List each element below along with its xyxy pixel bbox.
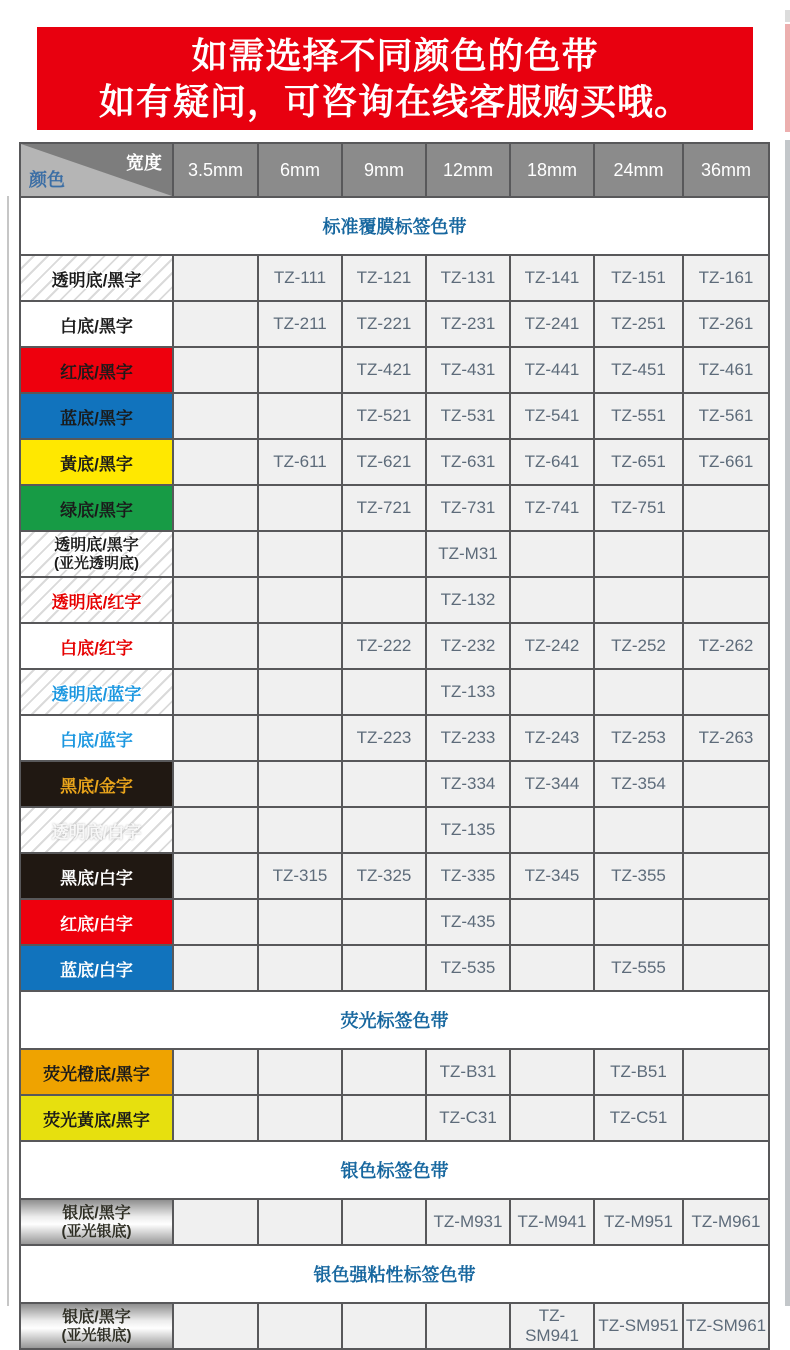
color-label-cell bbox=[20, 577, 173, 623]
section-row bbox=[20, 197, 769, 255]
tape-catalog-table bbox=[19, 142, 770, 1350]
tape-code-cell: TZ-721 bbox=[342, 485, 426, 531]
tape-code-cell: TZ-731 bbox=[426, 485, 510, 531]
tape-code-cell bbox=[683, 485, 769, 531]
tape-code-cell: TZ-132 bbox=[426, 577, 510, 623]
tape-code-cell bbox=[258, 623, 342, 669]
color-label-cell bbox=[20, 715, 173, 761]
tape-code-cell bbox=[683, 531, 769, 577]
color-label-cell bbox=[20, 761, 173, 807]
color-label-cell bbox=[20, 485, 173, 531]
left-edge-artifact bbox=[7, 196, 9, 1306]
tape-row bbox=[20, 1303, 769, 1349]
color-label-text: 透明底/蓝字 bbox=[51, 684, 142, 704]
width-column-header: 9mm bbox=[342, 143, 426, 197]
tape-code-cell bbox=[342, 761, 426, 807]
tape-code-cell bbox=[510, 1095, 594, 1141]
tape-code-cell: TZ-233 bbox=[426, 715, 510, 761]
tape-code-cell: TZ-M961 bbox=[683, 1199, 769, 1245]
tape-code-cell bbox=[173, 853, 258, 899]
color-label-subtext: (亚光银底) bbox=[61, 1326, 132, 1344]
tape-code-cell bbox=[258, 393, 342, 439]
tape-row bbox=[20, 531, 769, 577]
tape-code-cell: TZ-531 bbox=[426, 393, 510, 439]
tape-code-cell bbox=[258, 347, 342, 393]
tape-code-cell: TZ-631 bbox=[426, 439, 510, 485]
tape-code-cell bbox=[342, 945, 426, 991]
color-label-text: 白底/黑字 bbox=[60, 316, 133, 336]
tape-code-cell: TZ-M941 bbox=[510, 1199, 594, 1245]
tape-code-cell: TZ-461 bbox=[683, 347, 769, 393]
tape-code-cell: TZ-335 bbox=[426, 853, 510, 899]
promo-banner bbox=[37, 27, 753, 130]
tape-code-cell: TZ-421 bbox=[342, 347, 426, 393]
color-label-cell bbox=[20, 255, 173, 301]
right-edge-sliver-gray-top bbox=[785, 10, 790, 22]
tape-code-cell: TZ-262 bbox=[683, 623, 769, 669]
tape-code-cell bbox=[173, 393, 258, 439]
tape-code-cell bbox=[683, 1095, 769, 1141]
right-edge-sliver-red bbox=[785, 24, 790, 132]
color-label-text: 红底/白字 bbox=[60, 914, 133, 934]
tape-code-cell: TZ-M951 bbox=[594, 1199, 683, 1245]
tape-code-cell: TZ-611 bbox=[258, 439, 342, 485]
tape-code-cell bbox=[683, 853, 769, 899]
width-header-row bbox=[20, 143, 769, 197]
tape-code-cell bbox=[342, 807, 426, 853]
tape-code-cell bbox=[342, 577, 426, 623]
tape-row bbox=[20, 623, 769, 669]
color-label-text: 荧光黃底/黑字 bbox=[43, 1110, 150, 1130]
color-label-text: 绿底/黑字 bbox=[60, 500, 133, 520]
tape-row bbox=[20, 393, 769, 439]
tape-code-cell bbox=[342, 669, 426, 715]
tape-code-cell: TZ-133 bbox=[426, 669, 510, 715]
corner-cell bbox=[20, 143, 173, 197]
tape-code-cell bbox=[173, 669, 258, 715]
tape-code-cell bbox=[342, 1049, 426, 1095]
tape-code-cell: TZ-661 bbox=[683, 439, 769, 485]
tape-code-cell bbox=[342, 1303, 426, 1349]
tape-code-cell: TZ-541 bbox=[510, 393, 594, 439]
right-edge-sliver bbox=[785, 0, 790, 1306]
section-row bbox=[20, 1141, 769, 1199]
color-label-cell bbox=[20, 1303, 173, 1349]
tape-code-cell: TZ-243 bbox=[510, 715, 594, 761]
tape-row bbox=[20, 899, 769, 945]
color-label-text: 白底/红字 bbox=[60, 638, 133, 658]
tape-catalog-table-wrap bbox=[19, 142, 770, 1350]
color-label-cell bbox=[20, 945, 173, 991]
tape-code-cell bbox=[173, 531, 258, 577]
tape-code-cell: TZ-551 bbox=[594, 393, 683, 439]
tape-code-cell bbox=[258, 531, 342, 577]
tape-code-cell bbox=[173, 945, 258, 991]
tape-code-cell bbox=[683, 669, 769, 715]
tape-code-cell: TZ-B51 bbox=[594, 1049, 683, 1095]
tape-code-cell bbox=[258, 761, 342, 807]
tape-code-cell bbox=[258, 485, 342, 531]
section-title: 标准覆膜标签色带 bbox=[20, 197, 769, 255]
color-label-cell bbox=[20, 623, 173, 669]
tape-code-cell: TZ-M31 bbox=[426, 531, 510, 577]
tape-row bbox=[20, 301, 769, 347]
color-label-text: 透明底/白字 bbox=[51, 822, 142, 842]
section-title: 银色强粘性标签色带 bbox=[20, 1245, 769, 1303]
color-label-text: 蓝底/白字 bbox=[60, 960, 133, 980]
color-label-text: 红底/黑字 bbox=[60, 362, 133, 382]
tape-code-cell bbox=[173, 1199, 258, 1245]
tape-code-cell: TZ-221 bbox=[342, 301, 426, 347]
tape-row bbox=[20, 1095, 769, 1141]
color-label-text: 透明底/黑字 bbox=[51, 270, 142, 290]
color-label-text: 银底/黑字 bbox=[62, 1204, 131, 1222]
tape-code-cell bbox=[342, 899, 426, 945]
color-label-text: 黑底/金字 bbox=[60, 776, 133, 796]
tape-code-cell: TZ-535 bbox=[426, 945, 510, 991]
tape-code-cell bbox=[594, 669, 683, 715]
color-label-subtext: (亚光透明底) bbox=[54, 554, 139, 572]
tape-code-cell: TZ-253 bbox=[594, 715, 683, 761]
tape-code-cell bbox=[173, 899, 258, 945]
tape-code-cell: TZ-621 bbox=[342, 439, 426, 485]
tape-code-cell: TZ-B31 bbox=[426, 1049, 510, 1095]
tape-code-cell bbox=[258, 1303, 342, 1349]
tape-code-cell bbox=[510, 1049, 594, 1095]
tape-code-cell bbox=[173, 1049, 258, 1095]
tape-code-cell: TZ-242 bbox=[510, 623, 594, 669]
corner-width-label: 宽度 bbox=[126, 153, 162, 173]
color-label-text: 荧光橙底/黑字 bbox=[43, 1064, 150, 1084]
tape-row bbox=[20, 577, 769, 623]
tape-code-cell: TZ-741 bbox=[510, 485, 594, 531]
tape-code-cell bbox=[173, 623, 258, 669]
tape-code-cell: TZ-334 bbox=[426, 761, 510, 807]
tape-code-cell: TZ-354 bbox=[594, 761, 683, 807]
tape-code-cell bbox=[683, 807, 769, 853]
tape-code-cell: TZ-345 bbox=[510, 853, 594, 899]
width-column-header: 6mm bbox=[258, 143, 342, 197]
tape-code-cell bbox=[594, 577, 683, 623]
tape-row bbox=[20, 761, 769, 807]
tape-code-cell bbox=[510, 577, 594, 623]
tape-code-cell bbox=[683, 577, 769, 623]
width-column-header: 3.5mm bbox=[173, 143, 258, 197]
tape-code-cell bbox=[173, 807, 258, 853]
tape-row bbox=[20, 715, 769, 761]
tape-code-cell bbox=[258, 577, 342, 623]
tape-row bbox=[20, 807, 769, 853]
tape-code-cell bbox=[594, 899, 683, 945]
tape-code-cell bbox=[173, 255, 258, 301]
tape-code-cell bbox=[510, 899, 594, 945]
tape-code-cell: TZ-751 bbox=[594, 485, 683, 531]
promo-banner-line1: 如需选择不同颜色的色带 bbox=[191, 34, 599, 76]
color-label-cell bbox=[20, 807, 173, 853]
color-label-text: 黃底/黑字 bbox=[60, 454, 133, 474]
tape-code-cell: TZ-561 bbox=[683, 393, 769, 439]
tape-code-cell: TZ-C51 bbox=[594, 1095, 683, 1141]
tape-row bbox=[20, 347, 769, 393]
color-label-text: 银底/黑字 bbox=[62, 1308, 131, 1326]
tape-code-cell bbox=[173, 1095, 258, 1141]
tape-code-cell: TZ-355 bbox=[594, 853, 683, 899]
tape-code-cell: TZ-223 bbox=[342, 715, 426, 761]
tape-row bbox=[20, 1049, 769, 1095]
corner-color-label: 颜色 bbox=[29, 170, 65, 190]
tape-code-cell bbox=[173, 301, 258, 347]
tape-row bbox=[20, 255, 769, 301]
tape-code-cell bbox=[173, 347, 258, 393]
tape-code-cell: TZ-451 bbox=[594, 347, 683, 393]
color-label-cell bbox=[20, 301, 173, 347]
color-label-text: 透明底/黑字 bbox=[54, 536, 139, 554]
tape-row bbox=[20, 439, 769, 485]
tape-code-cell bbox=[173, 761, 258, 807]
tape-code-cell bbox=[342, 1199, 426, 1245]
tape-code-cell: TZ-231 bbox=[426, 301, 510, 347]
tape-row bbox=[20, 485, 769, 531]
tape-code-cell: TZ-435 bbox=[426, 899, 510, 945]
tape-code-cell: TZ-151 bbox=[594, 255, 683, 301]
tape-row bbox=[20, 853, 769, 899]
section-row bbox=[20, 1245, 769, 1303]
tape-code-cell: TZ-141 bbox=[510, 255, 594, 301]
tape-code-cell bbox=[258, 899, 342, 945]
tape-code-cell: TZ-SM941 bbox=[510, 1303, 594, 1349]
tape-code-cell bbox=[683, 899, 769, 945]
tape-code-cell: TZ-111 bbox=[258, 255, 342, 301]
tape-code-cell: TZ-211 bbox=[258, 301, 342, 347]
tape-code-cell bbox=[342, 531, 426, 577]
tape-code-cell: TZ-M931 bbox=[426, 1199, 510, 1245]
tape-code-cell bbox=[258, 1199, 342, 1245]
color-label-cell bbox=[20, 899, 173, 945]
tape-code-cell: TZ-SM951 bbox=[594, 1303, 683, 1349]
width-column-header: 24mm bbox=[594, 143, 683, 197]
color-label-cell bbox=[20, 393, 173, 439]
tape-code-cell bbox=[258, 715, 342, 761]
color-label-subtext: (亚光银底) bbox=[61, 1222, 132, 1240]
tape-code-cell: TZ-135 bbox=[426, 807, 510, 853]
width-column-header: 12mm bbox=[426, 143, 510, 197]
tape-code-cell: TZ-521 bbox=[342, 393, 426, 439]
tape-code-cell bbox=[683, 945, 769, 991]
tape-code-cell bbox=[258, 669, 342, 715]
color-label-cell bbox=[20, 1049, 173, 1095]
tape-code-cell bbox=[258, 1095, 342, 1141]
tape-row bbox=[20, 945, 769, 991]
tape-code-cell: TZ-252 bbox=[594, 623, 683, 669]
color-label-cell bbox=[20, 1199, 173, 1245]
tape-code-cell: TZ-431 bbox=[426, 347, 510, 393]
tape-code-cell: TZ-161 bbox=[683, 255, 769, 301]
tape-code-cell: TZ-251 bbox=[594, 301, 683, 347]
tape-code-cell bbox=[258, 807, 342, 853]
tape-code-cell: TZ-555 bbox=[594, 945, 683, 991]
tape-code-cell: TZ-SM961 bbox=[683, 1303, 769, 1349]
tape-code-cell bbox=[426, 1303, 510, 1349]
promo-banner-line2: 如有疑问，可咨询在线客服购买哦。 bbox=[98, 80, 691, 122]
tape-row bbox=[20, 1199, 769, 1245]
tape-code-cell: TZ-325 bbox=[342, 853, 426, 899]
tape-code-cell bbox=[258, 945, 342, 991]
color-label-text: 黑底/白字 bbox=[60, 868, 133, 888]
color-label-cell bbox=[20, 1095, 173, 1141]
tape-code-cell bbox=[173, 439, 258, 485]
tape-code-cell bbox=[683, 1049, 769, 1095]
tape-code-cell bbox=[173, 577, 258, 623]
tape-code-cell bbox=[594, 807, 683, 853]
tape-code-cell: TZ-241 bbox=[510, 301, 594, 347]
color-label-cell bbox=[20, 669, 173, 715]
tape-code-cell bbox=[258, 1049, 342, 1095]
tape-code-cell bbox=[683, 761, 769, 807]
width-column-header: 36mm bbox=[683, 143, 769, 197]
tape-code-cell: TZ-344 bbox=[510, 761, 594, 807]
tape-code-cell bbox=[510, 669, 594, 715]
section-row bbox=[20, 991, 769, 1049]
tape-code-cell bbox=[510, 945, 594, 991]
tape-row bbox=[20, 669, 769, 715]
tape-code-cell bbox=[510, 807, 594, 853]
tape-code-cell: TZ-131 bbox=[426, 255, 510, 301]
tape-code-cell: TZ-651 bbox=[594, 439, 683, 485]
color-label-text: 透明底/红字 bbox=[51, 592, 142, 612]
tape-code-cell: TZ-222 bbox=[342, 623, 426, 669]
tape-code-cell bbox=[173, 485, 258, 531]
tape-code-cell: TZ-232 bbox=[426, 623, 510, 669]
color-label-cell bbox=[20, 347, 173, 393]
tape-code-cell bbox=[173, 1303, 258, 1349]
tape-code-cell: TZ-263 bbox=[683, 715, 769, 761]
section-title: 银色标签色带 bbox=[20, 1141, 769, 1199]
color-label-cell bbox=[20, 853, 173, 899]
color-label-cell bbox=[20, 531, 173, 577]
tape-code-cell bbox=[510, 531, 594, 577]
tape-code-cell: TZ-261 bbox=[683, 301, 769, 347]
width-column-header: 18mm bbox=[510, 143, 594, 197]
tape-code-cell: TZ-315 bbox=[258, 853, 342, 899]
tape-code-cell: TZ-441 bbox=[510, 347, 594, 393]
section-title: 荧光标签色带 bbox=[20, 991, 769, 1049]
right-edge-sliver-gray bbox=[785, 140, 790, 1306]
tape-code-cell: TZ-641 bbox=[510, 439, 594, 485]
tape-code-cell bbox=[342, 1095, 426, 1141]
color-label-cell bbox=[20, 439, 173, 485]
color-label-text: 蓝底/黑字 bbox=[60, 408, 133, 428]
tape-code-cell bbox=[594, 531, 683, 577]
tape-code-cell: TZ-C31 bbox=[426, 1095, 510, 1141]
color-label-text: 白底/蓝字 bbox=[60, 730, 133, 750]
tape-code-cell bbox=[173, 715, 258, 761]
tape-code-cell: TZ-121 bbox=[342, 255, 426, 301]
